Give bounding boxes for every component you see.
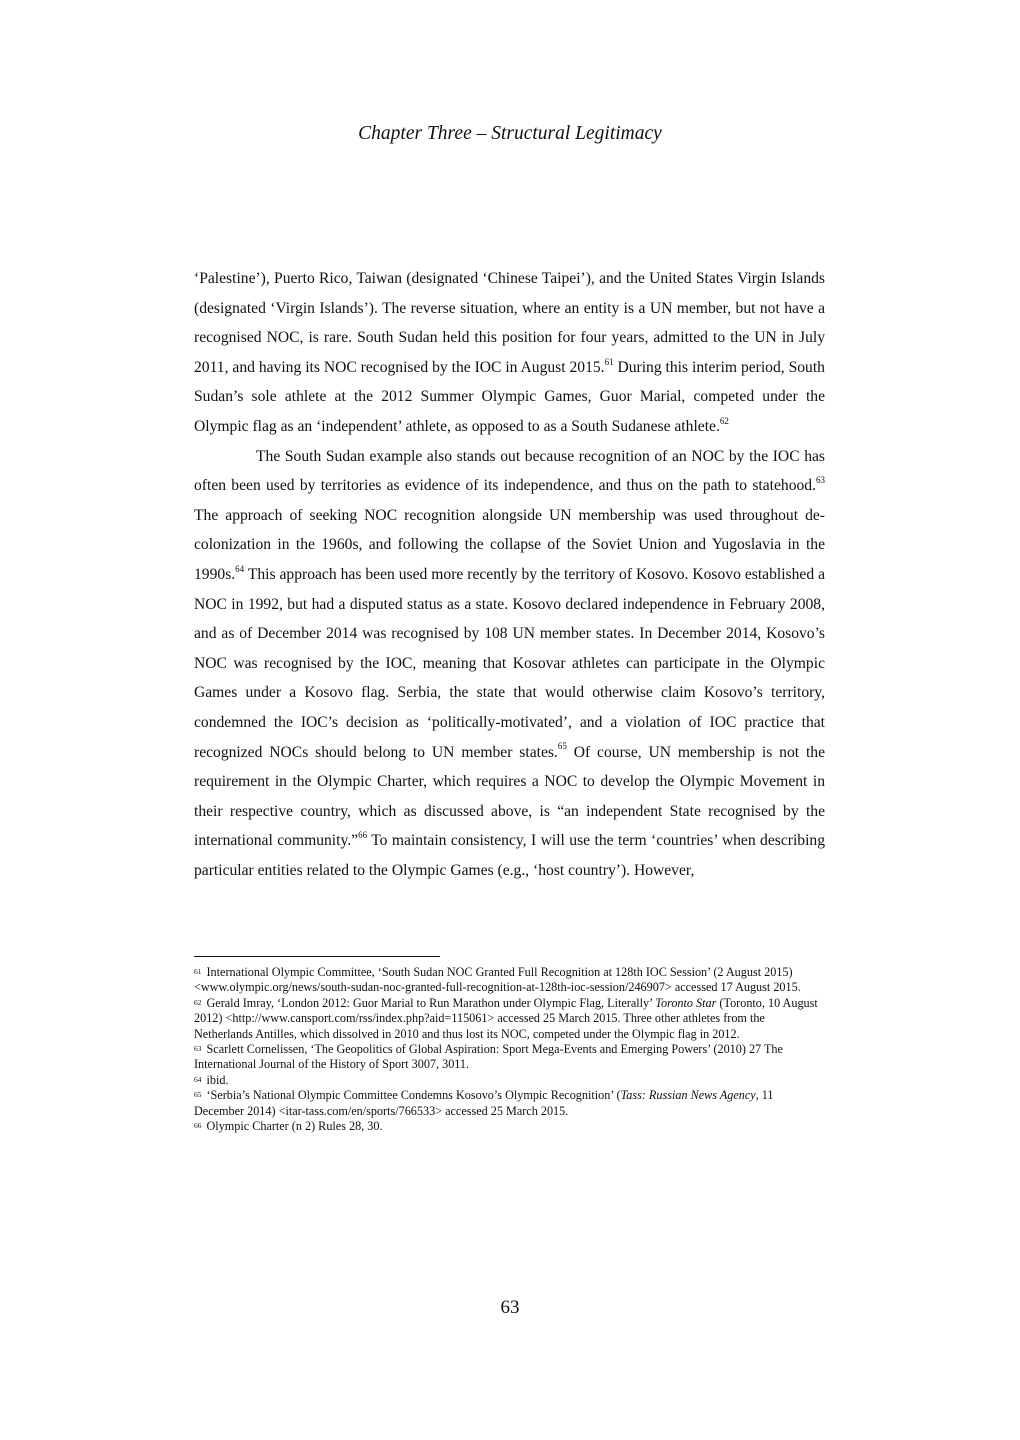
main-text xyxy=(194,264,825,885)
paragraph xyxy=(194,442,825,886)
footnote-source-title: Tass: Russian News Agency xyxy=(620,1088,756,1103)
footnote-text: Scarlett Cornelissen, ‘The Geopolitics of Global Aspiration: Sport Mega-Events and Emerging Powers’ (2010) 27 The International Journal of the History of Sport 3007, 3011. xyxy=(194,1042,783,1072)
text-segment: The approach of seeking NOC recognition alongside UN membership was used throughout de-colonization in the 1960s, and following the collapse of the Soviet Union and Yugoslavia in the 1990s. xyxy=(194,506,825,583)
footnote-text: ‘Serbia’s National Olympic Committee Condemns Kosovo’s Olympic Recognition’ ( xyxy=(206,1088,621,1103)
footnote-number: 66 xyxy=(194,1121,202,1131)
footnote xyxy=(194,996,825,1042)
footnote xyxy=(194,1088,825,1119)
footnote-number: 65 xyxy=(194,1090,202,1100)
footnotes xyxy=(194,965,825,1134)
footnote xyxy=(194,965,825,996)
footnote xyxy=(194,1073,825,1088)
footnote-number: 63 xyxy=(194,1044,202,1054)
text-segment: ‘Palestine’), Puerto Rico, Taiwan (designated ‘Chinese Taipei’), and the United States Virgin Islands (designated ‘Virgin Islands’). The reverse situation, where an entity is a UN member, but not have a recognised NOC, is rare. South Sudan held this position for four years, admitted to the UN in July 2011, and having its NOC recognised by the IOC in August 2015. xyxy=(194,270,825,376)
paragraph xyxy=(194,264,825,442)
footnote-ref: 64 xyxy=(235,563,245,574)
footnote-text: , 11 December 2014) <itar-tass.com/en/sports/766533> accessed 25 March 2015. xyxy=(194,1088,774,1118)
footnote-ref: 65 xyxy=(557,741,567,752)
running-head: Chapter Three – Structural Legitimacy xyxy=(358,123,662,144)
footnote-text: ibid. xyxy=(206,1072,229,1087)
footnote-number: 64 xyxy=(194,1074,202,1084)
text-segment: Of course, UN membership is not the requirement in the Olympic Charter, which requires a NOC to develop the Olympic Movement in their respective country, which as discussed above, is “an independent State recognised by the international community.” xyxy=(194,743,826,850)
footnote-text: Gerald Imray, ‘London 2012: Guor Marial to Run Marathon under Olympic Flag, Literally’ xyxy=(206,995,656,1010)
text-segment: During this interim period, South Sudan’s sole athlete at the 2012 Summer Olympic Games, Guor Marial, competed under the Olympic flag as an ‘independent’ athlete, as opposed to as a South Sudanese athlete. xyxy=(194,358,825,435)
footnote-ref: 62 xyxy=(719,415,729,426)
footnote-number: 62 xyxy=(194,997,202,1007)
footnote-ref: 66 xyxy=(358,830,368,841)
footnote-number: 61 xyxy=(194,967,202,976)
footnote-text: Olympic Charter (n 2) Rules 28, 30. xyxy=(206,1119,383,1134)
text-segment: This approach has been used more recently by the territory of Kosovo. Kosovo established a NOC in 1992, but had a disputed status as a state. Kosovo declared independence in February 2008, and as of December 2014 was recognised by 108 UN member states. In December 2014, Kosovo’s NOC was recognised by the IOC, meaning that Kosovar athletes can participate in the Olympic Games under a Kosovo flag. Serbia, the state that would otherwise claim Kosovo’s territory, condemned the IOC’s decision as ‘politically-motivated’, and a violation of IOC practice that recognized NOCs should belong to UN member states. xyxy=(194,565,825,761)
footnote xyxy=(194,1042,825,1073)
footnote-text: (Toronto, 10 August 2012) <http://www.cansport.com/rss/index.php?aid=115061> accessed 25 March 2015. Three other athletes from the Netherlands Antilles, which dissolved in 2010 and thus lost its NOC, competed under the Olympic flag in 2012. xyxy=(194,995,818,1041)
footnote xyxy=(194,1119,825,1134)
footnote-ref: 63 xyxy=(816,474,825,485)
footnote-ref: 61 xyxy=(604,356,614,367)
text-segment: To maintain consistency, I will use the term ‘countries’ when describing particular entities related to the Olympic Games (e.g., ‘host country’). However, xyxy=(194,832,825,879)
footnote-text: International Olympic Committee, ‘South Sudan NOC Granted Full Recognition at 128th IOC Session’ (2 August 2015) <www.olympic.org/news/south-sudan-noc-granted-full-recognition-at-128th-ioc-session/246907> accessed 17 August 2015. xyxy=(194,965,801,995)
footnote-separator xyxy=(194,956,440,957)
page-number: 63 xyxy=(500,1297,520,1318)
footnote-source-title: Toronto Star xyxy=(655,995,717,1010)
text-segment: The South Sudan example also stands out because recognition of an NOC by the IOC has often been used by territories as evidence of its independence, and thus on the path to statehood. xyxy=(194,447,825,495)
